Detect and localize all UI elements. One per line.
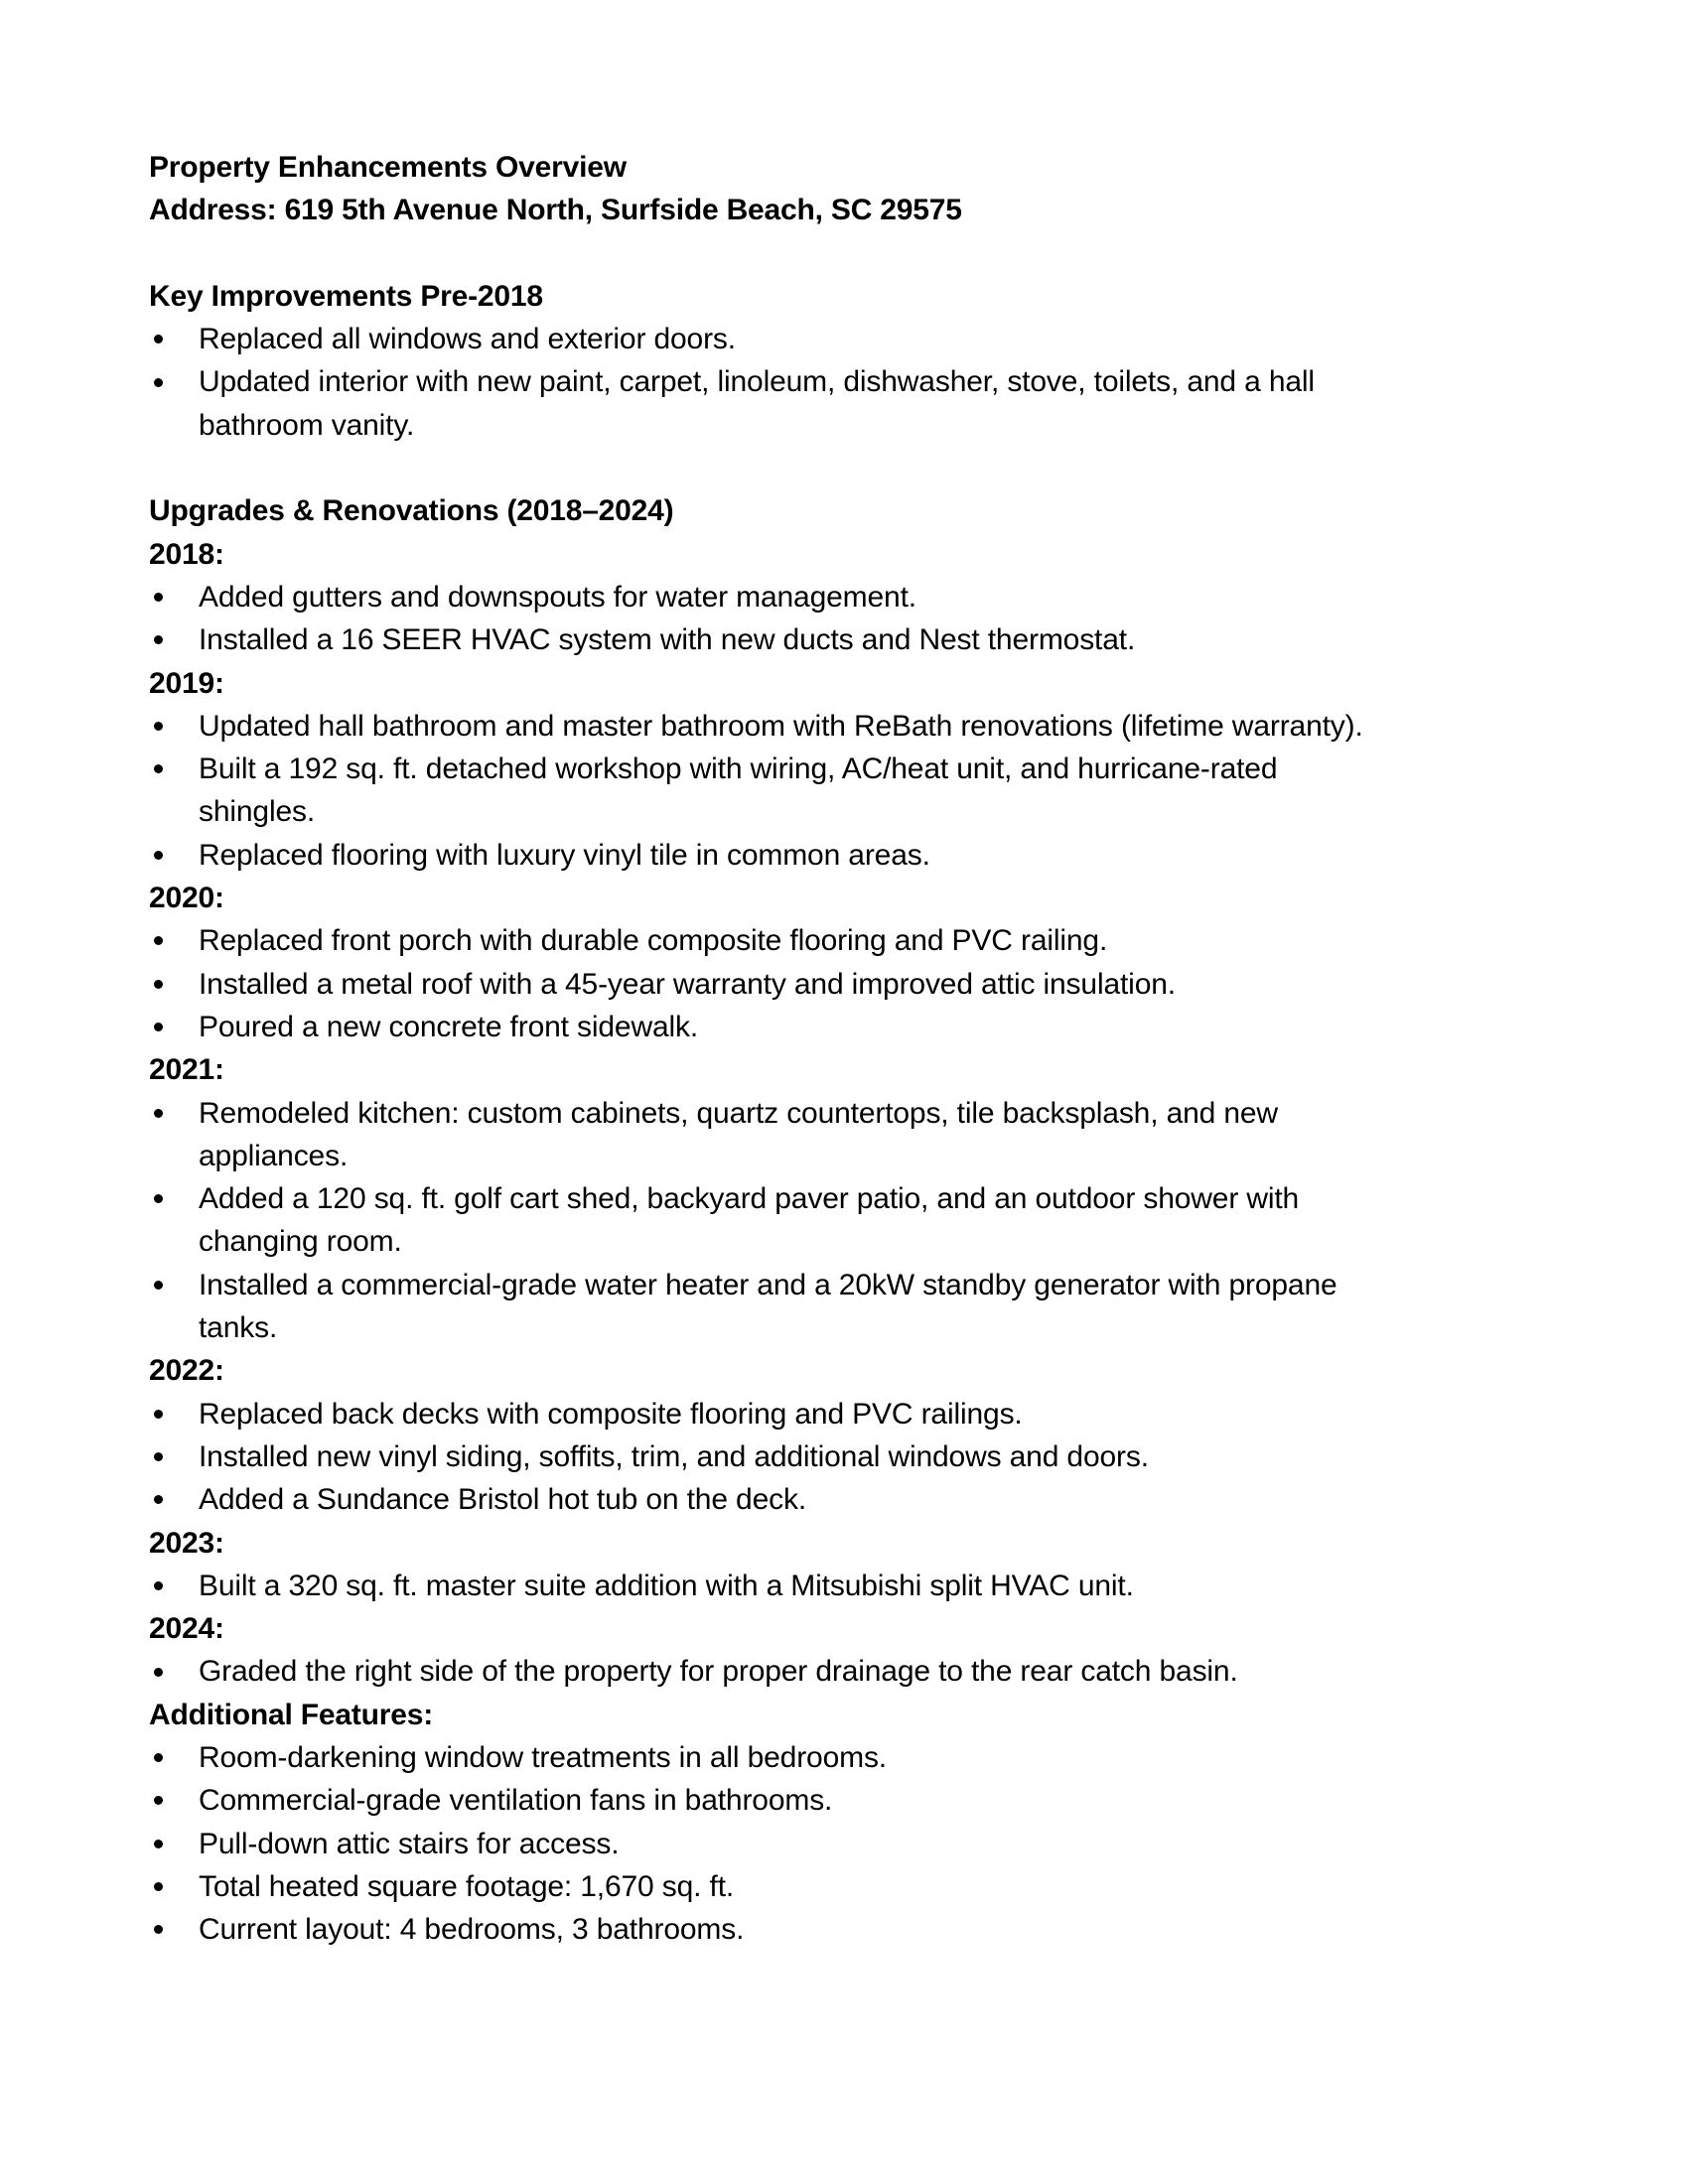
bullet-icon [154,360,166,403]
year-label: 2024: [149,1612,224,1646]
list-item [149,1779,1559,1822]
spacer [149,232,1559,275]
list-item-text: Added a Sundance Bristol hot tub on the deck. [199,1483,807,1517]
bullet-icon [154,1092,166,1135]
section-heading: Additional Features: [149,1698,434,1731]
list-item-line [149,1736,1559,1779]
list-item [149,1092,1559,1178]
list-item [149,919,1559,962]
list-item [149,1908,1559,1951]
year-group [149,1522,1559,1608]
list-item [149,1006,1559,1048]
list-item-line [149,748,1559,790]
year-label: 2020: [149,882,224,915]
bullet-list [149,1565,1559,1607]
bullet-list [149,919,1559,1048]
bullet-icon [154,1823,166,1865]
list-item-line [149,618,1559,661]
bullet-icon [154,748,166,790]
list-item-text: changing room. [199,1225,402,1259]
year-group [149,1048,1559,1349]
bullet-icon [154,1393,166,1435]
list-item-text: Room-darkening window treatments in all bedrooms. [199,1740,887,1774]
list-item [149,1865,1559,1908]
list-item-text: Total heated square footage: 1,670 sq. ft. [199,1869,735,1903]
list-item-text: Graded the right side of the property for proper drainage to the rear catch basin. [199,1655,1238,1689]
list-item-line [149,576,1559,618]
bullet-list [149,1393,1559,1522]
bullet-icon [154,834,166,877]
bullet-icon [154,1779,166,1822]
list-item [149,1823,1559,1865]
year-groups [149,533,1559,1694]
list-item [149,1177,1559,1264]
list-item-line [149,1006,1559,1048]
list-item-text: Remodeled kitchen: custom cabinets, quartz countertops, tile backsplash, and new [199,1096,1278,1130]
list-item [149,1264,1559,1350]
section-pre-2018 [149,275,1559,447]
list-item [149,1736,1559,1779]
year-group [149,662,1559,877]
list-item-text: Added a 120 sq. ft. golf cart shed, backyard paver patio, and an outdoor shower with [199,1182,1300,1216]
section-heading: Upgrades & Renovations (2018–2024) [149,494,674,528]
bullet-icon [154,919,166,962]
list-item-text: appliances. [199,1139,349,1172]
list-item-text: Installed a 16 SEER HVAC system with new ducts and Nest thermostat. [199,623,1136,657]
list-item-text: Commercial-grade ventilation fans in bathrooms. [199,1784,833,1818]
list-item-text: Built a 320 sq. ft. master suite addition with a Mitsubishi split HVAC unit. [199,1569,1134,1602]
list-item-continuation [149,1135,1559,1177]
year-group [149,877,1559,1048]
spacer [149,447,1559,489]
list-item-continuation [149,404,1559,447]
list-item-text: Replaced flooring with luxury vinyl tile in common areas. [199,838,930,872]
section-heading: Key Improvements Pre-2018 [149,279,543,313]
list-item-text: Replaced front porch with durable composite flooring and PVC railing. [199,924,1108,958]
bullet-icon [154,1006,166,1048]
list-item-line [149,834,1559,877]
list-item-text: Installed new vinyl siding, soffits, trim, and additional windows and doors. [199,1439,1149,1473]
section-additional-features [149,1694,1559,1952]
list-item-line [149,1177,1559,1220]
bullet-list [149,576,1559,662]
list-item-text: Updated hall bathroom and master bathroom with ReBath renovations (lifetime warranty). [199,709,1363,743]
list-item [149,360,1559,447]
list-item-continuation [149,1306,1559,1349]
list-item-text: Replaced back decks with composite flooring and PVC railings. [199,1397,1023,1431]
year-label: 2021: [149,1053,224,1087]
document-content [149,146,1559,1951]
year-label: 2022: [149,1354,224,1388]
list-item [149,834,1559,877]
list-item [149,318,1559,360]
list-item-text: Added gutters and downspouts for water management. [199,580,916,614]
list-item-text: Built a 192 sq. ft. detached workshop with wiring, AC/heat unit, and hurricane-rated [199,752,1278,786]
list-item-text: bathroom vanity. [199,408,415,442]
bullet-icon [154,1565,166,1607]
bullet-icon [154,318,166,360]
year-label: 2018: [149,537,224,571]
list-item-text: Updated interior with new paint, carpet, linoleum, dishwasher, stove, toilets, and a hall [199,365,1315,399]
property-address: Address: 619 5th Avenue North, Surfside Beach, SC 29575 [149,194,962,227]
year-group [149,533,1559,662]
bullet-list [149,1736,1559,1951]
list-item-line [149,1908,1559,1951]
bullet-icon [154,705,166,748]
bullet-list [149,705,1559,877]
bullet-icon [154,1908,166,1951]
list-item [149,1393,1559,1435]
list-item-line [149,1565,1559,1607]
list-item [149,1478,1559,1521]
list-item [149,618,1559,661]
list-item-line [149,1823,1559,1865]
list-item [149,963,1559,1006]
bullet-icon [154,1865,166,1908]
list-item [149,705,1559,748]
list-item-continuation [149,1220,1559,1263]
list-item-text: shingles. [199,795,316,829]
year-group [149,1349,1559,1521]
list-item-line [149,963,1559,1006]
bullet-icon [154,1177,166,1220]
list-item-line [149,360,1559,403]
list-item-line [149,318,1559,360]
list-item-line [149,1865,1559,1908]
list-item [149,576,1559,618]
list-item-line [149,1650,1559,1693]
bullet-list [149,1092,1559,1350]
document-title: Property Enhancements Overview [149,151,627,184]
list-item-line [149,1478,1559,1521]
list-item-text: Current layout: 4 bedrooms, 3 bathrooms. [199,1913,745,1947]
list-item-continuation [149,790,1559,833]
list-item [149,748,1559,834]
list-item [149,1435,1559,1478]
section-upgrades [149,489,1559,1693]
year-label: 2023: [149,1526,224,1560]
list-item-line [149,705,1559,748]
list-item-line [149,1264,1559,1306]
list-item-line [149,1435,1559,1478]
list-item-line [149,1393,1559,1435]
list-item-text: Poured a new concrete front sidewalk. [199,1010,699,1043]
bullet-icon [154,618,166,661]
list-item-line [149,919,1559,962]
bullet-icon [154,1650,166,1693]
bullet-icon [154,1435,166,1478]
bullet-icon [154,1264,166,1306]
bullet-icon [154,1478,166,1521]
list-item-line [149,1092,1559,1135]
list-item-text: tanks. [199,1311,278,1345]
list-item-text: Replaced all windows and exterior doors. [199,323,736,356]
list-item [149,1565,1559,1607]
list-item-line [149,1779,1559,1822]
bullet-icon [154,1736,166,1779]
year-label: 2019: [149,666,224,700]
list-item-text: Installed a commercial-grade water heater and a 20kW standby generator with propane [199,1268,1337,1301]
list-item-text: Installed a metal roof with a 45-year warranty and improved attic insulation. [199,967,1176,1001]
bullet-icon [154,576,166,618]
bullet-list [149,318,1559,447]
year-group [149,1607,1559,1694]
list-item-text: Pull-down attic stairs for access. [199,1827,620,1860]
bullet-icon [154,963,166,1006]
bullet-list [149,1650,1559,1693]
list-item [149,1650,1559,1693]
